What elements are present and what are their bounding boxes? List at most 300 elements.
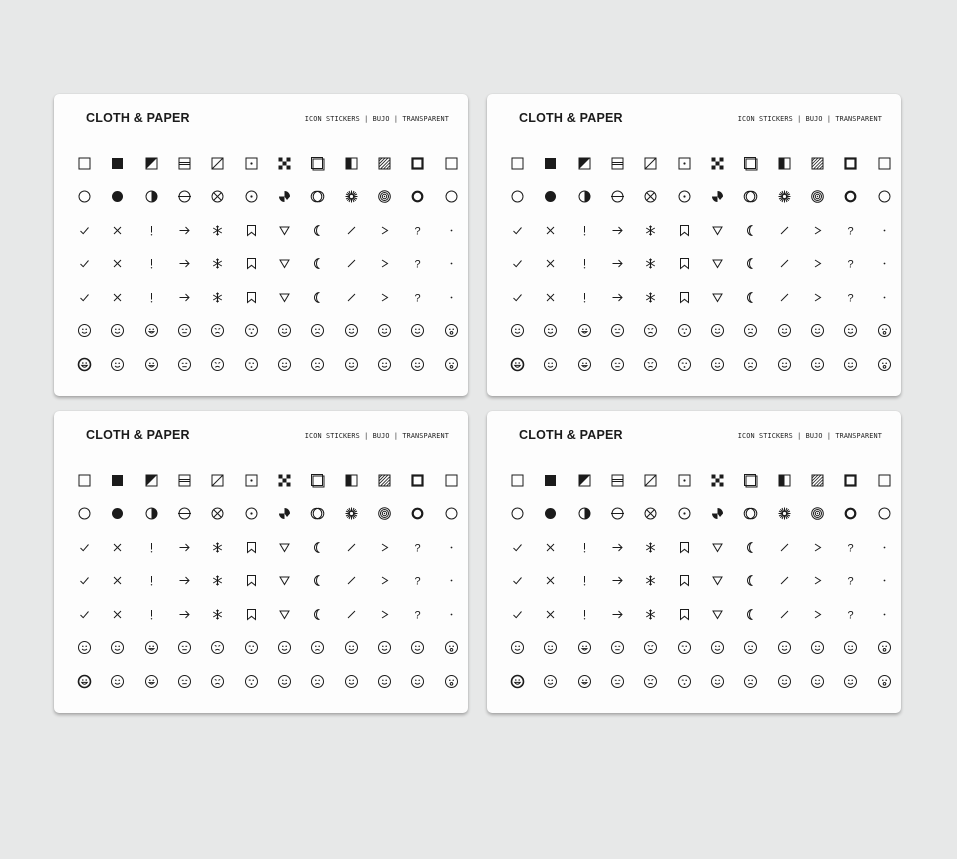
square-half-diagonal-icon — [135, 468, 168, 492]
slash-icon — [335, 252, 368, 276]
chevron-right-icon — [801, 218, 834, 242]
circle-outline-icon — [501, 502, 534, 526]
brand-label: CLOTH & PAPER — [86, 111, 190, 125]
square-filled-icon — [534, 468, 567, 492]
face-big-grin-icon — [68, 352, 101, 376]
face-smile-icon — [401, 636, 434, 660]
checker-icon — [268, 468, 301, 492]
face-smile-icon — [368, 352, 401, 376]
exclamation-icon — [135, 535, 168, 559]
square-filled-icon — [101, 151, 134, 175]
face-smile-icon — [834, 636, 867, 660]
face-frown-icon — [734, 669, 767, 693]
square-thick-border-icon — [834, 468, 867, 492]
face-smile-icon — [534, 352, 567, 376]
square-double-line-icon — [168, 468, 201, 492]
chevron-right-icon — [801, 535, 834, 559]
cross-icon — [534, 252, 567, 276]
svg-text:?: ? — [847, 292, 854, 304]
icon-row — [68, 319, 468, 353]
icon-row — [501, 285, 901, 319]
face-big-grin-icon — [501, 669, 534, 693]
square-half-filled-icon — [768, 151, 801, 175]
sheet-subtitle: ICON STICKERS | BUJO | TRANSPARENT — [304, 115, 449, 123]
face-smile-icon — [68, 319, 101, 343]
square-stacked-icon — [734, 151, 767, 175]
circle-line-icon — [168, 185, 201, 209]
face-flat-icon — [168, 319, 201, 343]
face-wink-icon — [668, 636, 701, 660]
arrow-right-icon — [601, 535, 634, 559]
face-surprised-icon — [435, 319, 468, 343]
check-icon — [501, 602, 534, 626]
exclamation-icon — [568, 569, 601, 593]
bookmark-icon — [668, 252, 701, 276]
arrow-right-icon — [601, 285, 634, 309]
bookmark-icon — [235, 252, 268, 276]
triangle-down-icon — [268, 218, 301, 242]
exclamation-icon — [568, 252, 601, 276]
question-icon — [834, 218, 867, 242]
exclamation-icon — [568, 285, 601, 309]
snowflake-icon — [634, 218, 667, 242]
svg-text:?: ? — [414, 225, 421, 237]
concentric-circles-icon — [368, 502, 401, 526]
circle-x-icon — [201, 185, 234, 209]
dot-icon — [435, 602, 468, 626]
chevron-right-icon — [368, 535, 401, 559]
face-smile-icon — [401, 352, 434, 376]
square-hatched-icon — [801, 151, 834, 175]
triangle-down-icon — [701, 569, 734, 593]
face-flat-icon — [168, 352, 201, 376]
question-icon — [834, 602, 867, 626]
icon-row — [68, 185, 468, 219]
icon-row — [501, 252, 901, 286]
check-icon — [68, 218, 101, 242]
cross-icon — [534, 569, 567, 593]
face-smile-icon — [834, 319, 867, 343]
pinwheel-icon — [268, 185, 301, 209]
exclamation-icon — [568, 218, 601, 242]
icon-row — [501, 602, 901, 636]
face-smile-icon — [534, 319, 567, 343]
circle-half-icon — [135, 185, 168, 209]
svg-text:?: ? — [847, 542, 854, 554]
cross-icon — [534, 285, 567, 309]
face-wink-icon — [668, 669, 701, 693]
question-icon — [401, 569, 434, 593]
face-smile-icon — [401, 669, 434, 693]
half-moon-icon — [301, 218, 334, 242]
starburst-icon — [335, 185, 368, 209]
face-smile-icon — [834, 352, 867, 376]
square-filled-icon — [534, 151, 567, 175]
icon-row — [68, 569, 468, 603]
circle-double-offset-icon — [301, 185, 334, 209]
sticker-sheet-2 — [487, 94, 901, 396]
circle-dot-icon — [235, 185, 268, 209]
circle-filled-icon — [534, 185, 567, 209]
arrow-right-icon — [601, 602, 634, 626]
face-smile-icon — [701, 636, 734, 660]
face-smile-icon — [801, 352, 834, 376]
icon-row — [501, 468, 901, 502]
dot-icon — [868, 285, 901, 309]
starburst-icon — [768, 185, 801, 209]
sticker-sheet-4 — [487, 411, 901, 713]
square-half-filled-icon — [335, 151, 368, 175]
half-moon-icon — [734, 285, 767, 309]
snowflake-icon — [634, 569, 667, 593]
dot-icon — [435, 569, 468, 593]
half-moon-icon — [734, 569, 767, 593]
face-smile-icon — [268, 636, 301, 660]
cross-icon — [534, 535, 567, 559]
square-slash-icon — [634, 468, 667, 492]
svg-text:?: ? — [414, 258, 421, 271]
icon-row — [501, 185, 901, 219]
icon-row — [68, 218, 468, 252]
face-smile-icon — [701, 319, 734, 343]
icon-row — [501, 352, 901, 386]
face-smile-icon — [68, 636, 101, 660]
check-icon — [501, 535, 534, 559]
circle-thick-ring-icon — [401, 502, 434, 526]
triangle-down-icon — [268, 252, 301, 276]
dot-icon — [435, 218, 468, 242]
icon-row — [501, 502, 901, 536]
face-smile-icon — [368, 319, 401, 343]
square-dot-icon — [235, 468, 268, 492]
chevron-right-icon — [368, 569, 401, 593]
question-icon — [834, 252, 867, 276]
half-moon-icon — [734, 252, 767, 276]
face-smile-icon — [768, 319, 801, 343]
svg-text:?: ? — [847, 225, 854, 237]
circle-dot-icon — [668, 185, 701, 209]
exclamation-icon — [135, 218, 168, 242]
question-icon — [401, 252, 434, 276]
half-moon-icon — [301, 252, 334, 276]
circle-thick-ring-icon — [834, 502, 867, 526]
bookmark-icon — [235, 602, 268, 626]
face-frown-icon — [734, 352, 767, 376]
cross-icon — [534, 218, 567, 242]
square-outline-icon — [68, 151, 101, 175]
exclamation-icon — [135, 252, 168, 276]
half-moon-icon — [301, 285, 334, 309]
slash-icon — [768, 602, 801, 626]
half-moon-icon — [301, 602, 334, 626]
icon-row — [501, 218, 901, 252]
question-icon — [401, 602, 434, 626]
circle-outline-icon — [501, 185, 534, 209]
circle-half-icon — [568, 185, 601, 209]
pinwheel-icon — [701, 185, 734, 209]
face-frown-icon — [734, 319, 767, 343]
face-wink-icon — [235, 636, 268, 660]
svg-text:?: ? — [847, 575, 854, 588]
chevron-right-icon — [801, 252, 834, 276]
bookmark-icon — [668, 218, 701, 242]
exclamation-icon — [135, 285, 168, 309]
cross-icon — [101, 252, 134, 276]
sticker-sheet-1 — [54, 94, 468, 396]
circle-filled-icon — [101, 185, 134, 209]
chevron-right-icon — [368, 602, 401, 626]
face-flat-icon — [168, 669, 201, 693]
face-surprised-icon — [868, 669, 901, 693]
square-stacked-icon — [301, 468, 334, 492]
face-smile-icon — [768, 636, 801, 660]
dot-icon — [435, 252, 468, 276]
sticker-sheet-3 — [54, 411, 468, 713]
face-grin-icon — [135, 319, 168, 343]
face-grin-icon — [568, 319, 601, 343]
circle-dot-icon — [668, 502, 701, 526]
face-grin-icon — [568, 636, 601, 660]
bookmark-icon — [668, 602, 701, 626]
svg-text:?: ? — [414, 575, 421, 588]
face-smile-icon — [368, 636, 401, 660]
square-outline-icon — [435, 468, 468, 492]
face-wink-icon — [668, 352, 701, 376]
face-smile-icon — [268, 669, 301, 693]
square-outline-icon — [501, 468, 534, 492]
face-smile-icon — [268, 352, 301, 376]
dot-icon — [868, 218, 901, 242]
circle-thick-ring-icon — [834, 185, 867, 209]
cross-icon — [101, 569, 134, 593]
circle-thick-ring-icon — [401, 185, 434, 209]
square-dot-icon — [668, 151, 701, 175]
square-hatched-icon — [368, 468, 401, 492]
face-smile-icon — [768, 352, 801, 376]
face-sad-brows-icon — [201, 636, 234, 660]
face-surprised-icon — [435, 636, 468, 660]
chevron-right-icon — [368, 218, 401, 242]
square-double-line-icon — [601, 151, 634, 175]
face-frown-icon — [301, 636, 334, 660]
square-dot-icon — [235, 151, 268, 175]
triangle-down-icon — [701, 252, 734, 276]
chevron-right-icon — [368, 285, 401, 309]
dot-icon — [868, 569, 901, 593]
concentric-circles-icon — [801, 502, 834, 526]
square-slash-icon — [634, 151, 667, 175]
icon-grid — [68, 151, 468, 386]
icon-row — [501, 151, 901, 185]
icon-row — [501, 636, 901, 670]
svg-text:?: ? — [414, 292, 421, 304]
face-sad-brows-icon — [201, 669, 234, 693]
square-thick-border-icon — [834, 151, 867, 175]
slash-icon — [768, 252, 801, 276]
starburst-icon — [335, 502, 368, 526]
face-flat-icon — [601, 669, 634, 693]
arrow-right-icon — [168, 252, 201, 276]
square-outline-icon — [868, 151, 901, 175]
dot-icon — [868, 535, 901, 559]
sheet-subtitle: ICON STICKERS | BUJO | TRANSPARENT — [304, 432, 449, 440]
icon-row — [68, 285, 468, 319]
slash-icon — [335, 285, 368, 309]
icon-row — [68, 636, 468, 670]
dot-icon — [868, 602, 901, 626]
snowflake-icon — [634, 252, 667, 276]
face-smile-icon — [101, 669, 134, 693]
triangle-down-icon — [268, 569, 301, 593]
arrow-right-icon — [601, 218, 634, 242]
square-half-diagonal-icon — [568, 468, 601, 492]
slash-icon — [768, 535, 801, 559]
triangle-down-icon — [701, 218, 734, 242]
circle-double-offset-icon — [734, 185, 767, 209]
slash-icon — [768, 285, 801, 309]
icon-row — [68, 502, 468, 536]
face-frown-icon — [301, 319, 334, 343]
face-smile-icon — [801, 636, 834, 660]
check-icon — [501, 252, 534, 276]
face-grin-icon — [135, 669, 168, 693]
face-smile-icon — [501, 636, 534, 660]
arrow-right-icon — [168, 569, 201, 593]
face-smile-icon — [534, 636, 567, 660]
face-smile-icon — [335, 636, 368, 660]
face-surprised-icon — [868, 636, 901, 660]
triangle-down-icon — [701, 285, 734, 309]
icon-row — [68, 352, 468, 386]
square-slash-icon — [201, 151, 234, 175]
face-wink-icon — [668, 319, 701, 343]
circle-x-icon — [201, 502, 234, 526]
face-frown-icon — [734, 636, 767, 660]
face-smile-icon — [701, 352, 734, 376]
circle-line-icon — [601, 185, 634, 209]
circle-filled-icon — [101, 502, 134, 526]
svg-text:?: ? — [414, 542, 421, 554]
square-thick-border-icon — [401, 468, 434, 492]
face-smile-icon — [335, 669, 368, 693]
face-frown-icon — [301, 352, 334, 376]
question-icon — [401, 285, 434, 309]
square-thick-border-icon — [401, 151, 434, 175]
triangle-down-icon — [701, 602, 734, 626]
circle-x-icon — [634, 185, 667, 209]
face-wink-icon — [235, 669, 268, 693]
square-half-filled-icon — [768, 468, 801, 492]
check-icon — [68, 252, 101, 276]
square-hatched-icon — [368, 151, 401, 175]
sheet-subtitle: ICON STICKERS | BUJO | TRANSPARENT — [737, 115, 882, 123]
arrow-right-icon — [168, 535, 201, 559]
square-half-filled-icon — [335, 468, 368, 492]
snowflake-icon — [201, 569, 234, 593]
square-double-line-icon — [601, 468, 634, 492]
square-outline-icon — [68, 468, 101, 492]
cross-icon — [101, 285, 134, 309]
chevron-right-icon — [368, 252, 401, 276]
check-icon — [68, 569, 101, 593]
half-moon-icon — [734, 535, 767, 559]
svg-text:?: ? — [414, 609, 421, 621]
pinwheel-icon — [268, 502, 301, 526]
circle-half-icon — [135, 502, 168, 526]
bookmark-icon — [235, 285, 268, 309]
face-flat-icon — [168, 636, 201, 660]
question-icon — [834, 535, 867, 559]
face-smile-icon — [401, 319, 434, 343]
question-icon — [834, 285, 867, 309]
face-sad-brows-icon — [634, 319, 667, 343]
face-wink-icon — [235, 352, 268, 376]
circle-double-offset-icon — [301, 502, 334, 526]
arrow-right-icon — [168, 602, 201, 626]
slash-icon — [335, 218, 368, 242]
brand-label: CLOTH & PAPER — [519, 428, 623, 442]
square-hatched-icon — [801, 468, 834, 492]
face-surprised-icon — [868, 352, 901, 376]
brand-label: CLOTH & PAPER — [86, 428, 190, 442]
circle-filled-icon — [534, 502, 567, 526]
checker-icon — [268, 151, 301, 175]
cross-icon — [101, 602, 134, 626]
icon-row — [68, 535, 468, 569]
icon-row — [501, 535, 901, 569]
face-big-grin-icon — [501, 352, 534, 376]
dot-icon — [868, 252, 901, 276]
checker-icon — [701, 468, 734, 492]
checker-icon — [701, 151, 734, 175]
icon-grid — [68, 468, 468, 703]
face-smile-icon — [801, 669, 834, 693]
icon-grid — [501, 468, 901, 703]
arrow-right-icon — [168, 285, 201, 309]
face-grin-icon — [568, 669, 601, 693]
square-outline-icon — [868, 468, 901, 492]
bookmark-icon — [668, 569, 701, 593]
square-outline-icon — [435, 151, 468, 175]
half-moon-icon — [734, 602, 767, 626]
check-icon — [501, 218, 534, 242]
circle-line-icon — [601, 502, 634, 526]
icon-row — [501, 669, 901, 703]
square-half-diagonal-icon — [568, 151, 601, 175]
question-icon — [401, 218, 434, 242]
pinwheel-icon — [701, 502, 734, 526]
bookmark-icon — [668, 535, 701, 559]
bookmark-icon — [235, 535, 268, 559]
square-stacked-icon — [301, 151, 334, 175]
slash-icon — [335, 535, 368, 559]
face-sad-brows-icon — [634, 636, 667, 660]
concentric-circles-icon — [368, 185, 401, 209]
triangle-down-icon — [268, 535, 301, 559]
face-sad-brows-icon — [201, 319, 234, 343]
arrow-right-icon — [168, 218, 201, 242]
face-smile-icon — [534, 669, 567, 693]
slash-icon — [335, 602, 368, 626]
bookmark-icon — [668, 285, 701, 309]
snowflake-icon — [201, 218, 234, 242]
arrow-right-icon — [601, 569, 634, 593]
icon-row — [501, 319, 901, 353]
check-icon — [68, 602, 101, 626]
face-grin-icon — [568, 352, 601, 376]
icon-grid — [501, 151, 901, 386]
dot-icon — [435, 535, 468, 559]
